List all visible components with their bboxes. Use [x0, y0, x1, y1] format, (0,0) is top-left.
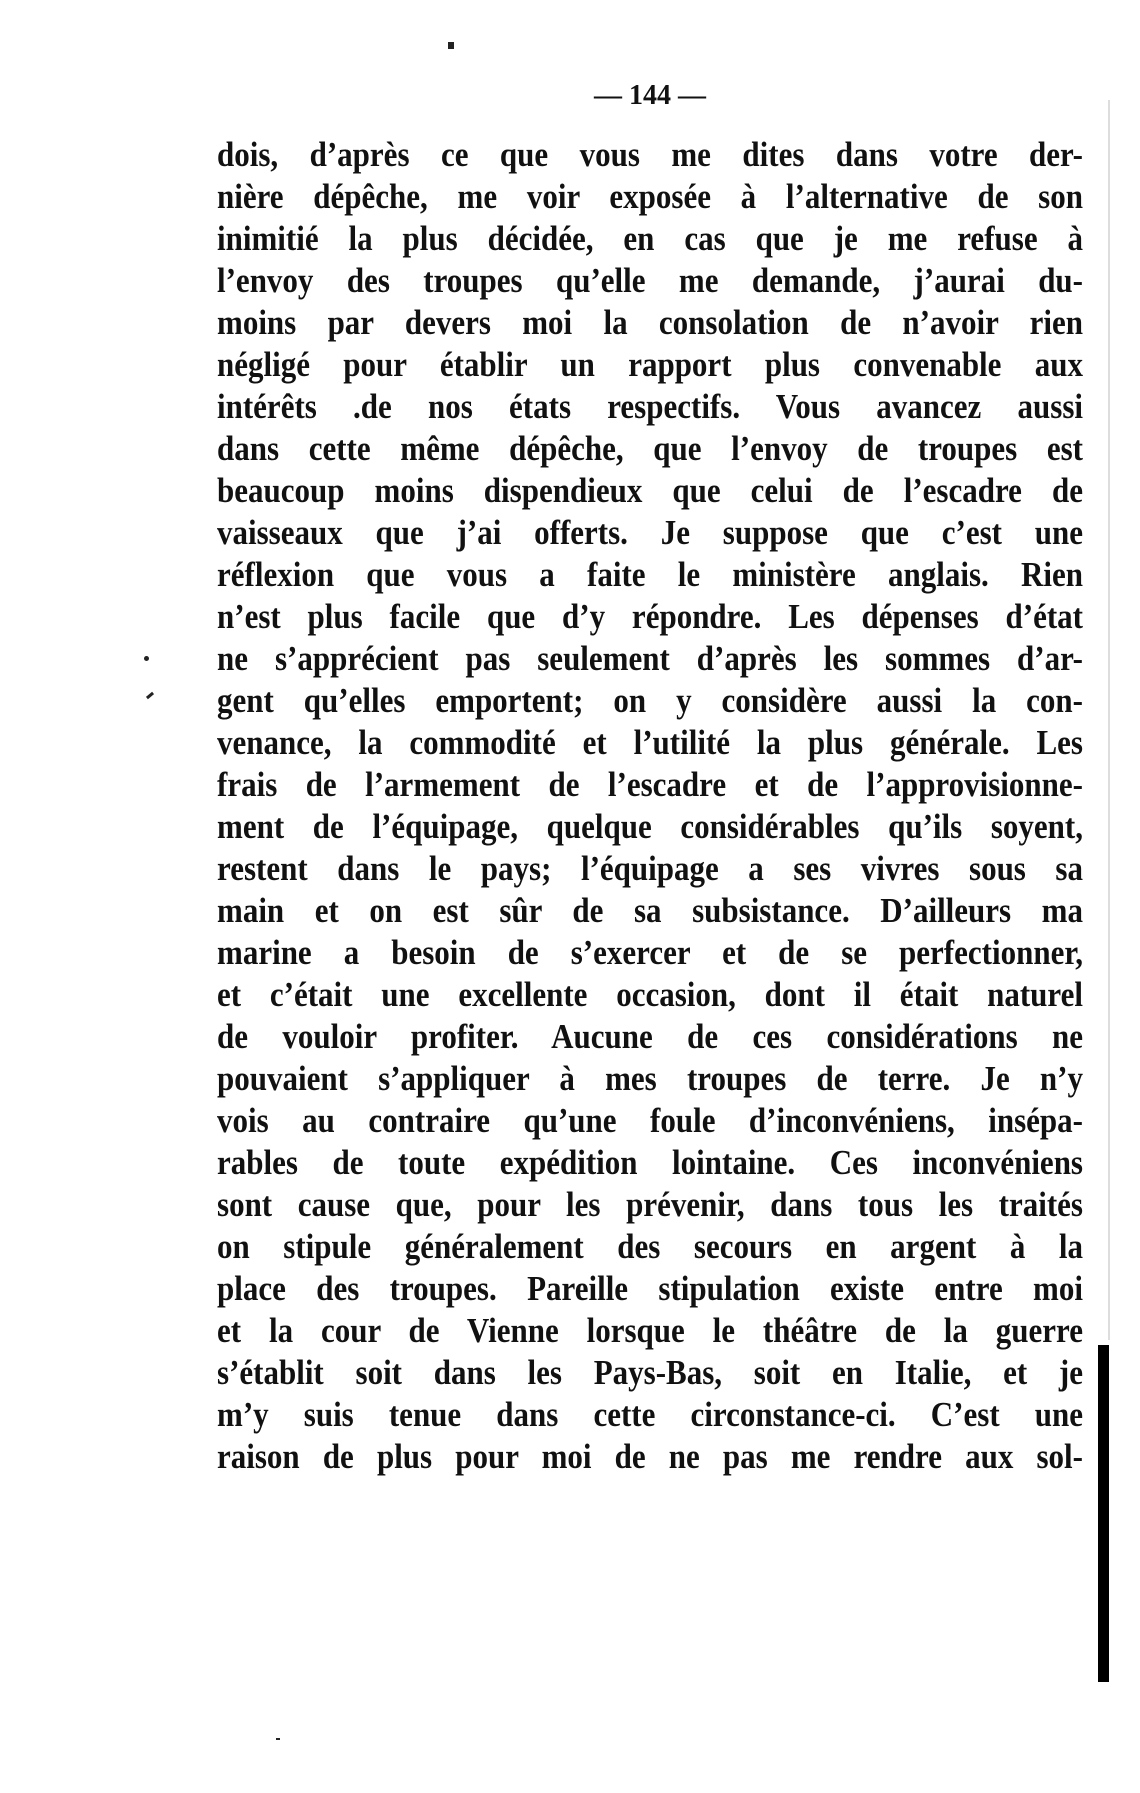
text-line: nière dépêche, me voir exposée à l’alternative de son — [217, 176, 1083, 217]
text-line: négligé pour établir un rapport plus convenable aux — [217, 344, 1083, 385]
text-line: et c’était une excellente occasion, dont il était naturel — [217, 974, 1083, 1015]
text-line: vaisseaux que j’ai offerts. Je suppose que c’est une — [217, 512, 1083, 553]
text-line: main et on est sûr de sa subsistance. D’ailleurs ma — [217, 890, 1083, 931]
text-line: l’envoy des troupes qu’elle me demande, j’aurai du- — [217, 260, 1083, 301]
text-line: n’est plus facile que d’y répondre. Les dépenses d’état — [217, 596, 1083, 637]
body-text — [217, 134, 1083, 1478]
text-line: place des troupes. Pareille stipulation existe entre moi — [217, 1268, 1083, 1309]
text-line: s’établit soit dans les Pays-Bas, soit en Italie, et je — [217, 1352, 1083, 1393]
text-line: inimitié la plus décidée, en cas que je me refuse à — [217, 218, 1083, 259]
text-line: dois, d’après ce que vous me dites dans votre der- — [217, 134, 1083, 175]
text-line: vois au contraire qu’une foule d’inconvéniens, insépa- — [217, 1100, 1083, 1141]
text-line: beaucoup moins dispendieux que celui de l’escadre de — [217, 470, 1083, 511]
text-line: on stipule généralement des secours en argent à la — [217, 1226, 1083, 1267]
text-line: ment de l’équipage, quelque considérables qu’ils soyent, — [217, 806, 1083, 847]
text-line: rables de toute expédition lointaine. Ces inconvéniens — [217, 1142, 1083, 1183]
ink-speck — [448, 42, 454, 49]
page-number: — 144 — — [594, 80, 706, 111]
text-line: gent qu’elles emportent; on y considère aussi la con- — [217, 680, 1083, 721]
text-line: et la cour de Vienne lorsque le théâtre de la guerre — [217, 1310, 1083, 1351]
text-line: raison de plus pour moi de ne pas me rendre aux sol- — [217, 1436, 1083, 1477]
text-line: m’y suis tenue dans cette circonstance-ci. C’est une — [217, 1394, 1083, 1435]
text-line: pouvaient s’appliquer à mes troupes de terre. Je n’y — [217, 1058, 1083, 1099]
text-line: restent dans le pays; l’équipage a ses vivres sous sa — [217, 848, 1083, 889]
text-line: ne s’apprécient pas seulement d’après les sommes d’ar- — [217, 638, 1083, 679]
text-line: intérêts .de nos états respectifs. Vous avancez aussi — [217, 386, 1083, 427]
text-line: sont cause que, pour les prévenir, dans tous les traités — [217, 1184, 1083, 1225]
text-line: de vouloir profiter. Aucune de ces considérations ne — [217, 1016, 1083, 1057]
margin-tick — [146, 692, 154, 699]
page-edge-bar — [1098, 1345, 1109, 1682]
text-line: marine a besoin de s’exercer et de se perfectionner, — [217, 932, 1083, 973]
text-line: moins par devers moi la consolation de n’avoir rien — [217, 302, 1083, 343]
ink-speck — [276, 1738, 280, 1740]
text-line: venance, la commodité et l’utilité la plus générale. Les — [217, 722, 1083, 763]
margin-dot — [144, 656, 149, 661]
text-line: réflexion que vous a faite le ministère anglais. Rien — [217, 554, 1083, 595]
page-edge-line — [1108, 100, 1110, 1340]
text-line: dans cette même dépêche, que l’envoy de troupes est — [217, 428, 1083, 469]
text-line: frais de l’armement de l’escadre et de l’approvisionne- — [217, 764, 1083, 805]
